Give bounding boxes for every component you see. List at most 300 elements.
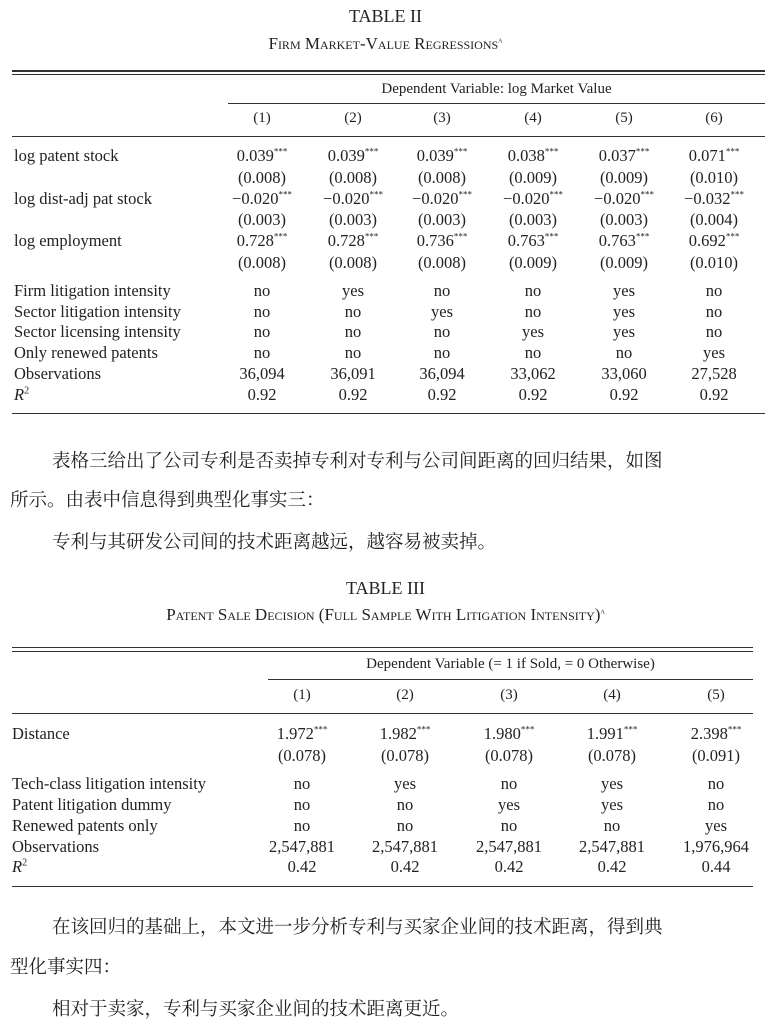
cell-value: 27,528 xyxy=(691,364,737,383)
row-label xyxy=(14,364,101,384)
cell-value: no xyxy=(705,281,723,300)
cell-value: −0.020 xyxy=(503,189,550,208)
table2-header-rule xyxy=(12,136,765,137)
cell-value: 0.039 xyxy=(236,146,274,165)
table-cell xyxy=(509,253,557,273)
table2-subtitle xyxy=(0,34,771,54)
table-cell xyxy=(277,724,328,744)
cell-value: 0.42 xyxy=(597,857,627,876)
cell-value: yes xyxy=(342,281,364,300)
cell-value: no xyxy=(396,795,414,814)
cell-value: no xyxy=(705,302,723,321)
cell-value: no xyxy=(253,343,271,362)
cell-value: yes xyxy=(613,322,635,341)
table-cell xyxy=(501,816,518,836)
cell-value: no xyxy=(253,302,271,321)
cell-value: no xyxy=(344,343,362,362)
cell-value: 33,060 xyxy=(601,364,647,383)
cell-value: 1.982 xyxy=(379,724,417,743)
cell-value: no xyxy=(707,774,725,793)
row-label xyxy=(14,281,171,301)
significance-stars: *** xyxy=(544,146,559,157)
table-cell xyxy=(391,857,420,877)
table-cell xyxy=(434,281,451,301)
row-label xyxy=(14,385,29,405)
row-label-text: Sector licensing intensity xyxy=(14,322,181,341)
table-cell xyxy=(689,146,740,166)
table-cell xyxy=(610,385,639,405)
cell-value: no xyxy=(707,795,725,814)
row-label-text: R xyxy=(14,385,25,404)
cell-value: 0.763 xyxy=(507,231,545,250)
table-cell xyxy=(330,364,375,384)
table-cell xyxy=(428,385,457,405)
para1-line2: 所示。由表中信息得到典型化事实三： xyxy=(10,490,325,511)
cell-value: 0.763 xyxy=(598,231,636,250)
column-header: (3) xyxy=(433,110,451,126)
table-cell xyxy=(703,343,725,363)
table-cell xyxy=(418,210,466,230)
cell-value: 0.92 xyxy=(518,385,548,404)
table-cell xyxy=(380,724,431,744)
cell-value: 2,547,881 xyxy=(269,837,335,856)
table-cell xyxy=(239,364,284,384)
cell-value: 0.42 xyxy=(494,857,524,876)
table-cell xyxy=(599,146,650,166)
row-label xyxy=(14,146,118,166)
cell-value: 1,976,964 xyxy=(683,837,749,856)
column-header: (3) xyxy=(500,687,518,703)
cell-value: yes xyxy=(613,302,635,321)
cell-value: 2,547,881 xyxy=(579,837,645,856)
cell-value: (0.009) xyxy=(508,168,558,187)
table-cell xyxy=(323,189,383,209)
cell-value: 0.92 xyxy=(609,385,639,404)
significance-stars: *** xyxy=(725,231,740,242)
table3-dep-rule xyxy=(268,679,753,680)
significance-stars: *** xyxy=(727,724,742,735)
table-cell xyxy=(495,857,524,877)
cell-value: 0.92 xyxy=(247,385,277,404)
table-cell xyxy=(692,746,740,766)
table-cell xyxy=(613,322,635,342)
cell-value: yes xyxy=(394,774,416,793)
cell-value: −0.020 xyxy=(594,189,641,208)
column-header: (5) xyxy=(615,110,633,126)
column-header: (4) xyxy=(524,110,542,126)
significance-stars: *** xyxy=(313,724,328,735)
table-cell xyxy=(604,816,621,836)
table-cell xyxy=(689,231,740,251)
table-cell xyxy=(412,189,472,209)
significance-stars: *** xyxy=(273,231,288,242)
table2-dep-rule xyxy=(228,103,765,104)
cell-value: (0.091) xyxy=(691,746,741,765)
cell-value: 0.42 xyxy=(287,857,317,876)
significance-stars: *** xyxy=(416,724,431,735)
cell-value: (0.003) xyxy=(328,210,378,229)
cell-value: no xyxy=(433,343,451,362)
row-label-sup: 2 xyxy=(24,385,30,397)
cell-value: yes xyxy=(703,343,725,362)
cell-value: 2.398 xyxy=(690,724,728,743)
table-cell xyxy=(232,189,292,209)
table-cell xyxy=(345,302,362,322)
cell-value: no xyxy=(293,795,311,814)
cell-value: 36,091 xyxy=(330,364,376,383)
table-cell xyxy=(601,774,623,794)
table3-header-rule xyxy=(12,713,753,714)
row-label xyxy=(14,302,181,322)
cell-value: 0.736 xyxy=(416,231,454,250)
table2-top-rule xyxy=(12,70,765,72)
table-cell xyxy=(329,210,377,230)
para2-line1: 在该回归的基础上，本文进一步分析专利与买家企业间的技术距离，得到典 xyxy=(52,917,663,938)
cell-value: 0.92 xyxy=(699,385,729,404)
cell-value: −0.020 xyxy=(323,189,370,208)
significance-stars: *** xyxy=(635,146,650,157)
cell-value: no xyxy=(433,322,451,341)
cell-value: 0.037 xyxy=(598,146,636,165)
table-cell xyxy=(381,746,429,766)
row-label xyxy=(14,322,181,342)
cell-value: 2,547,881 xyxy=(372,837,438,856)
row-label-text: Renewed patents only xyxy=(12,816,158,835)
cell-value: no xyxy=(293,816,311,835)
column-header: (2) xyxy=(344,110,362,126)
table-cell xyxy=(328,231,379,251)
table-cell xyxy=(294,774,311,794)
table-cell xyxy=(278,746,326,766)
column-header: (1) xyxy=(253,110,271,126)
table-cell xyxy=(501,774,518,794)
column-header: (2) xyxy=(396,687,414,703)
table-cell xyxy=(254,322,271,342)
table3-bottom-rule xyxy=(12,886,753,887)
cell-value: 0.92 xyxy=(427,385,457,404)
cell-value: no xyxy=(524,302,542,321)
cell-value: yes xyxy=(431,302,453,321)
significance-stars: *** xyxy=(453,231,468,242)
row-label xyxy=(12,774,206,794)
table-cell xyxy=(510,364,555,384)
table-cell xyxy=(594,189,654,209)
para2-line3: 相对于卖家，专利与买家企业间的技术距离更近。 xyxy=(52,999,460,1020)
cell-value: 0.42 xyxy=(390,857,420,876)
table-cell xyxy=(690,253,738,273)
table-cell xyxy=(397,816,414,836)
table3-dep-var: Dependent Variable (= 1 if Sold, = 0 Otherwise) xyxy=(366,656,655,672)
cell-value: (0.003) xyxy=(508,210,558,229)
significance-stars: *** xyxy=(364,146,379,157)
row-label-text: Only renewed patents xyxy=(14,343,158,362)
table-cell xyxy=(288,857,317,877)
table3-title: TABLE III xyxy=(345,578,426,598)
cell-value: 0.039 xyxy=(416,146,454,165)
significance-stars: *** xyxy=(520,724,535,735)
cell-value: 0.728 xyxy=(236,231,274,250)
cell-value: (0.008) xyxy=(237,168,287,187)
cell-value: no xyxy=(253,281,271,300)
row-label-sup: 2 xyxy=(22,857,28,869)
cell-value: 33,062 xyxy=(510,364,556,383)
cell-value: no xyxy=(253,322,271,341)
table-cell xyxy=(708,795,725,815)
table-cell xyxy=(684,189,744,209)
row-label-text: Observations xyxy=(14,364,102,383)
cell-value: −0.020 xyxy=(232,189,279,208)
table-cell xyxy=(690,168,738,188)
significance-stars: *** xyxy=(453,146,468,157)
cell-value: −0.032 xyxy=(684,189,731,208)
cell-value: yes xyxy=(522,322,544,341)
table3-subtitle-text: Patent Sale Decision (Full Sample With Litigation Intensity) xyxy=(166,605,601,624)
table-cell xyxy=(509,210,557,230)
table-cell xyxy=(397,795,414,815)
table-cell xyxy=(345,322,362,342)
cell-value: 1.972 xyxy=(276,724,314,743)
cell-value: no xyxy=(396,816,414,835)
cell-value: (0.008) xyxy=(328,253,378,272)
cell-value: 0.728 xyxy=(327,231,365,250)
table-cell xyxy=(705,816,727,836)
row-label-text: log dist-adj pat stock xyxy=(14,189,152,208)
table-cell xyxy=(434,343,451,363)
row-label xyxy=(12,724,70,744)
cell-value: (0.078) xyxy=(380,746,430,765)
cell-value: (0.003) xyxy=(417,210,467,229)
column-header: (4) xyxy=(603,687,621,703)
column-header: (5) xyxy=(707,687,725,703)
row-label-text: Patent litigation dummy xyxy=(12,795,172,814)
row-label-text: Firm litigation intensity xyxy=(14,281,171,300)
table-cell xyxy=(600,168,648,188)
table-cell xyxy=(394,774,416,794)
cell-value: (0.008) xyxy=(417,168,467,187)
row-label-text: Distance xyxy=(12,724,70,743)
cell-value: no xyxy=(433,281,451,300)
table-cell xyxy=(587,724,638,744)
table2-top-rule-2 xyxy=(12,74,765,75)
table-cell xyxy=(418,168,466,188)
row-label xyxy=(14,231,122,251)
cell-value: (0.003) xyxy=(237,210,287,229)
para2-line2: 型化事实四： xyxy=(10,957,122,978)
table-cell xyxy=(508,146,559,166)
significance-stars: *** xyxy=(549,189,563,200)
cell-value: (0.010) xyxy=(689,168,739,187)
cell-value: no xyxy=(500,816,518,835)
table-cell xyxy=(691,364,736,384)
table-cell xyxy=(616,343,633,363)
table-cell xyxy=(237,231,288,251)
cell-value: no xyxy=(293,774,311,793)
table-cell xyxy=(525,302,542,322)
table3-top-rule xyxy=(12,647,753,648)
significance-stars: *** xyxy=(640,189,654,200)
table-cell xyxy=(601,364,646,384)
cell-value: 2,547,881 xyxy=(476,837,542,856)
table-cell xyxy=(509,168,557,188)
table-cell xyxy=(418,253,466,273)
table-cell xyxy=(254,281,271,301)
cell-value: no xyxy=(524,281,542,300)
cell-value: 0.44 xyxy=(701,857,731,876)
significance-stars: *** xyxy=(730,189,744,200)
table-cell xyxy=(328,146,379,166)
table-cell xyxy=(525,343,542,363)
table-cell xyxy=(525,281,542,301)
cell-value: (0.004) xyxy=(689,210,739,229)
table-cell xyxy=(237,146,288,166)
cell-value: yes xyxy=(613,281,635,300)
row-label-text: log patent stock xyxy=(14,146,119,165)
table3-note-mark: a xyxy=(600,605,605,616)
cell-value: 0.071 xyxy=(688,146,726,165)
para1-line3: 专利与其研发公司间的技术距离越远，越容易被卖掉。 xyxy=(52,532,497,553)
significance-stars: *** xyxy=(369,189,383,200)
table-cell xyxy=(329,253,377,273)
row-label xyxy=(12,816,158,836)
table3-subtitle xyxy=(0,605,771,625)
table-cell xyxy=(498,795,520,815)
cell-value: (0.008) xyxy=(237,253,287,272)
table-cell xyxy=(345,343,362,363)
table-cell xyxy=(434,322,451,342)
table-cell xyxy=(248,385,277,405)
cell-value: yes xyxy=(705,816,727,835)
table-cell xyxy=(503,189,563,209)
cell-value: (0.008) xyxy=(417,253,467,272)
table-cell xyxy=(690,210,738,230)
table-cell xyxy=(238,253,286,273)
cell-value: no xyxy=(500,774,518,793)
cell-value: (0.008) xyxy=(328,168,378,187)
cell-value: 36,094 xyxy=(419,364,465,383)
significance-stars: *** xyxy=(278,189,292,200)
table-cell xyxy=(342,281,364,301)
row-label-text: Observations xyxy=(12,837,100,856)
table-cell xyxy=(519,385,548,405)
row-label xyxy=(14,189,152,209)
table3-top-rule-2 xyxy=(12,651,753,652)
significance-stars: *** xyxy=(458,189,472,200)
table-cell xyxy=(708,774,725,794)
row-label-text: Tech-class litigation intensity xyxy=(12,774,207,793)
cell-value: (0.009) xyxy=(508,253,558,272)
significance-stars: *** xyxy=(544,231,559,242)
table-cell xyxy=(431,302,453,322)
cell-value: (0.078) xyxy=(484,746,534,765)
table-cell xyxy=(484,724,535,744)
table-cell xyxy=(702,857,731,877)
table2-note-mark: a xyxy=(498,34,503,45)
significance-stars: *** xyxy=(273,146,288,157)
table-cell xyxy=(706,281,723,301)
table-cell xyxy=(588,746,636,766)
cell-value: 1.991 xyxy=(586,724,624,743)
table-cell xyxy=(238,210,286,230)
cell-value: no xyxy=(524,343,542,362)
cell-value: (0.010) xyxy=(689,253,739,272)
cell-value: yes xyxy=(601,795,623,814)
cell-value: no xyxy=(603,816,621,835)
table-cell xyxy=(254,343,271,363)
row-label xyxy=(12,795,172,815)
column-header: (6) xyxy=(705,110,723,126)
significance-stars: *** xyxy=(635,231,650,242)
table-cell xyxy=(601,795,623,815)
table-cell xyxy=(613,302,635,322)
row-label xyxy=(14,343,158,363)
cell-value: yes xyxy=(601,774,623,793)
table2-dep-var: Dependent Variable: log Market Value xyxy=(381,81,612,97)
cell-value: no xyxy=(344,322,362,341)
row-label-text: Sector litigation intensity xyxy=(14,302,181,321)
table-cell xyxy=(613,281,635,301)
table-cell xyxy=(238,168,286,188)
cell-value: (0.078) xyxy=(587,746,637,765)
significance-stars: *** xyxy=(623,724,638,735)
table-cell xyxy=(691,724,742,744)
table-cell xyxy=(485,746,533,766)
table-cell xyxy=(294,795,311,815)
cell-value: 0.692 xyxy=(688,231,726,250)
table-cell xyxy=(254,302,271,322)
table-cell xyxy=(329,168,377,188)
table-cell xyxy=(508,231,559,251)
cell-value: 0.039 xyxy=(327,146,365,165)
cell-value: 0.038 xyxy=(507,146,545,165)
significance-stars: *** xyxy=(725,146,740,157)
cell-value: (0.078) xyxy=(277,746,327,765)
table-cell xyxy=(417,146,468,166)
table-cell xyxy=(706,322,723,342)
cell-value: −0.020 xyxy=(412,189,459,208)
column-header: (1) xyxy=(293,687,311,703)
table2-bottom-rule xyxy=(12,413,765,414)
table2-subtitle-text: Firm Market-Value Regressions xyxy=(268,34,499,53)
cell-value: 1.980 xyxy=(483,724,521,743)
table-cell xyxy=(372,837,438,857)
table-cell xyxy=(417,231,468,251)
table-cell xyxy=(339,385,368,405)
row-label xyxy=(12,857,27,877)
table-cell xyxy=(294,816,311,836)
table-cell xyxy=(522,322,544,342)
table2-title: TABLE II xyxy=(348,6,423,26)
cell-value: (0.009) xyxy=(599,168,649,187)
table-cell xyxy=(600,210,648,230)
table-cell xyxy=(683,837,749,857)
row-label-text: log employment xyxy=(14,231,122,250)
table-cell xyxy=(706,302,723,322)
table-cell xyxy=(598,857,627,877)
table-cell xyxy=(476,837,542,857)
para1-line1: 表格三给出了公司专利是否卖掉专利对专利与公司间距离的回归结果，如图 xyxy=(52,451,663,472)
significance-stars: *** xyxy=(364,231,379,242)
cell-value: no xyxy=(344,302,362,321)
cell-value: yes xyxy=(498,795,520,814)
table-cell xyxy=(579,837,645,857)
table-cell xyxy=(600,253,648,273)
cell-value: 0.92 xyxy=(338,385,368,404)
cell-value: no xyxy=(615,343,633,362)
table-cell xyxy=(599,231,650,251)
cell-value: no xyxy=(705,322,723,341)
row-label xyxy=(12,837,99,857)
cell-value: (0.009) xyxy=(599,253,649,272)
